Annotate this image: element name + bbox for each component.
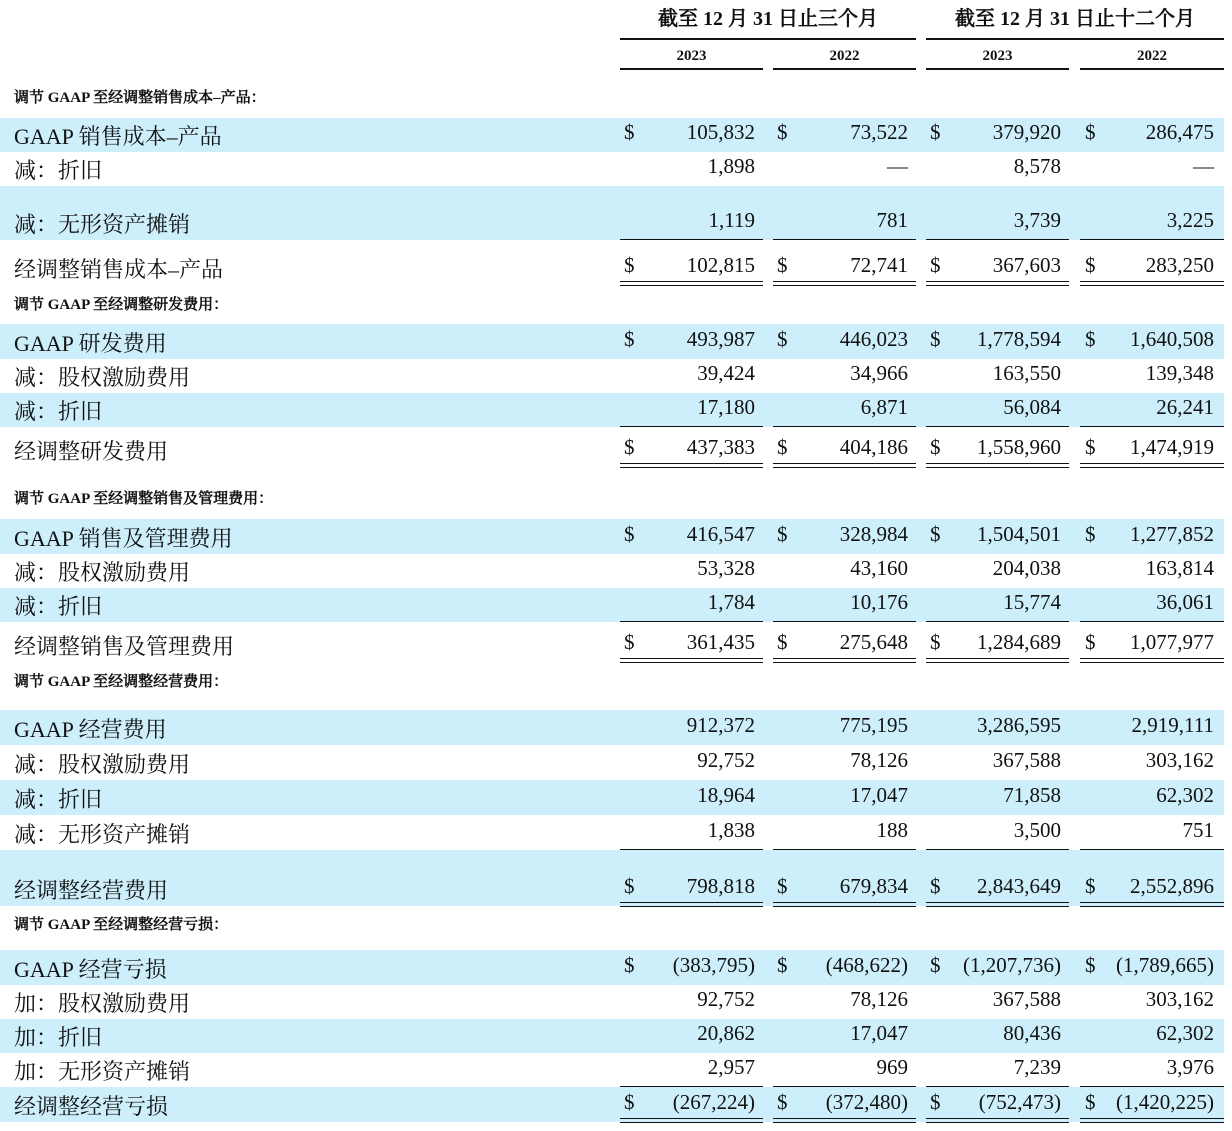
value-cell: 3,225 xyxy=(1166,208,1214,232)
value-cell: (752,473) xyxy=(978,1090,1061,1114)
value-cell: (1,420,225) xyxy=(1116,1090,1214,1114)
value-cell: 8,578 xyxy=(1013,154,1061,178)
section-title: 调节 GAAP 至经调整销售及管理费用： xyxy=(14,491,274,507)
currency-symbol: $ xyxy=(930,120,941,144)
value-cell: 204,038 xyxy=(992,556,1061,580)
currency-symbol: $ xyxy=(777,874,788,898)
value-cell: 1,077,977 xyxy=(1130,630,1214,654)
value-cell: 446,023 xyxy=(839,327,908,351)
value-cell: 379,920 xyxy=(992,120,1061,144)
row-label: 减：无形资产摊销 xyxy=(14,212,191,237)
value-cell: (267,224) xyxy=(672,1090,755,1114)
currency-symbol: $ xyxy=(624,953,635,977)
line-item-row xyxy=(0,393,1224,427)
year-rule xyxy=(926,68,1069,70)
row-label: 经调整经营亏损 xyxy=(14,1094,169,1119)
value-cell: 912,372 xyxy=(686,713,755,737)
value-cell: 188 xyxy=(876,818,908,842)
value-cell: 62,302 xyxy=(1156,783,1214,807)
value-cell: 6,871 xyxy=(860,395,908,419)
value-cell: 798,818 xyxy=(686,874,755,898)
line-item-row xyxy=(0,186,1224,240)
value-cell: 1,277,852 xyxy=(1130,522,1214,546)
currency-symbol: $ xyxy=(624,435,635,459)
value-cell: 43,160 xyxy=(850,556,908,580)
value-cell: 303,162 xyxy=(1145,748,1214,772)
line-item-row xyxy=(0,554,1224,588)
currency-symbol: $ xyxy=(930,253,941,277)
year-header-q-2023: 2023 xyxy=(676,48,707,64)
line-item-row xyxy=(0,815,1224,850)
line-item-row xyxy=(0,152,1224,186)
line-item-row xyxy=(0,519,1224,554)
header-twelve-months: 截至 12 月 31 日止十二个月 xyxy=(955,8,1195,30)
line-item-row xyxy=(0,324,1224,359)
total-double-rule xyxy=(773,463,916,468)
value-cell: 3,500 xyxy=(1013,818,1061,842)
value-cell: 303,162 xyxy=(1145,987,1214,1011)
value-cell: 1,640,508 xyxy=(1130,327,1214,351)
row-label: 减：无形资产摊销 xyxy=(14,822,191,847)
total-double-rule xyxy=(773,902,916,907)
value-cell: 1,474,919 xyxy=(1130,435,1214,459)
year-rule xyxy=(620,68,763,70)
value-cell: 1,778,594 xyxy=(977,327,1061,351)
total-double-rule xyxy=(1080,658,1224,663)
total-row xyxy=(0,427,1224,467)
total-double-rule xyxy=(620,1118,763,1123)
year-rule xyxy=(1080,68,1224,70)
value-cell: 17,047 xyxy=(850,1021,908,1045)
total-double-rule xyxy=(620,902,763,907)
currency-symbol: $ xyxy=(624,120,635,144)
total-double-rule xyxy=(926,281,1069,286)
currency-symbol: $ xyxy=(1085,253,1096,277)
year-header-q-2022: 2022 xyxy=(829,48,860,64)
value-cell: 56,084 xyxy=(1003,395,1061,419)
currency-symbol: $ xyxy=(1085,953,1096,977)
currency-symbol: $ xyxy=(777,327,788,351)
row-label: 减：折旧 xyxy=(14,399,103,424)
row-label: 减：股权激励费用 xyxy=(14,752,191,777)
total-row xyxy=(0,240,1224,285)
row-label: 经调整经营费用 xyxy=(14,878,169,903)
value-cell: 92,752 xyxy=(697,748,755,772)
line-item-row xyxy=(0,780,1224,815)
currency-symbol: $ xyxy=(624,522,635,546)
value-cell: 679,834 xyxy=(839,874,908,898)
value-cell: 275,648 xyxy=(839,630,908,654)
value-cell: 2,957 xyxy=(707,1055,755,1079)
currency-symbol: $ xyxy=(777,1090,788,1114)
line-item-row xyxy=(0,359,1224,393)
value-cell: 367,588 xyxy=(992,748,1061,772)
value-cell: 751 xyxy=(1182,818,1214,842)
row-label: GAAP 经营亏损 xyxy=(14,957,167,982)
total-double-rule xyxy=(926,1118,1069,1123)
section-title-row xyxy=(0,911,1224,935)
value-cell: 102,815 xyxy=(686,253,755,277)
value-cell: 39,424 xyxy=(697,361,755,385)
total-row xyxy=(0,850,1224,906)
currency-symbol: $ xyxy=(777,522,788,546)
value-cell: 367,603 xyxy=(992,253,1061,277)
value-cell: 1,838 xyxy=(707,818,755,842)
year-header-fy-2023: 2023 xyxy=(982,48,1013,64)
section-title-row xyxy=(0,84,1224,108)
value-cell: 80,436 xyxy=(1003,1021,1061,1045)
line-item-row xyxy=(0,118,1224,152)
line-item-row xyxy=(0,710,1224,745)
row-label: 减：折旧 xyxy=(14,158,103,183)
currency-symbol: $ xyxy=(1085,120,1096,144)
value-cell: 17,047 xyxy=(850,783,908,807)
currency-symbol: $ xyxy=(930,435,941,459)
value-cell: 283,250 xyxy=(1145,253,1214,277)
value-cell: 139,348 xyxy=(1145,361,1214,385)
row-label: GAAP 销售成本–产品 xyxy=(14,124,222,149)
value-cell: 367,588 xyxy=(992,987,1061,1011)
row-label: 加：折旧 xyxy=(14,1025,103,1050)
currency-symbol: $ xyxy=(1085,522,1096,546)
value-cell: 437,383 xyxy=(686,435,755,459)
value-cell: 2,919,111 xyxy=(1131,713,1214,737)
currency-symbol: $ xyxy=(1085,1090,1096,1114)
value-cell: 105,832 xyxy=(686,120,755,144)
row-label: GAAP 销售及管理费用 xyxy=(14,526,233,551)
value-cell: 969 xyxy=(876,1055,908,1079)
line-item-row xyxy=(0,1019,1224,1053)
total-double-rule xyxy=(1080,463,1224,468)
currency-symbol: $ xyxy=(930,1090,941,1114)
row-label: 减：股权激励费用 xyxy=(14,560,191,585)
value-cell: 72,741 xyxy=(850,253,908,277)
value-cell: 1,784 xyxy=(707,590,755,614)
currency-symbol: $ xyxy=(624,874,635,898)
section-title-row xyxy=(0,291,1224,315)
value-cell: 26,241 xyxy=(1156,395,1214,419)
value-cell: 286,475 xyxy=(1145,120,1214,144)
row-label: 经调整销售成本–产品 xyxy=(14,257,224,282)
value-cell: 163,814 xyxy=(1145,556,1214,580)
value-cell: 1,558,960 xyxy=(977,435,1061,459)
value-cell: 3,286,595 xyxy=(977,713,1061,737)
header-three-months: 截至 12 月 31 日止三个月 xyxy=(658,8,878,30)
row-label: 减：折旧 xyxy=(14,787,103,812)
value-cell: 1,504,501 xyxy=(977,522,1061,546)
value-cell: — xyxy=(887,154,908,178)
value-cell: 361,435 xyxy=(686,630,755,654)
total-double-rule xyxy=(926,902,1069,907)
currency-symbol: $ xyxy=(930,522,941,546)
currency-symbol: $ xyxy=(777,435,788,459)
currency-symbol: $ xyxy=(624,630,635,654)
row-label: GAAP 经营费用 xyxy=(14,717,167,742)
row-label: 减：折旧 xyxy=(14,594,103,619)
section-title: 调节 GAAP 至经调整研发费用： xyxy=(14,297,229,313)
value-cell: 1,284,689 xyxy=(977,630,1061,654)
currency-symbol: $ xyxy=(777,120,788,144)
total-double-rule xyxy=(773,1118,916,1123)
row-label: 加：无形资产摊销 xyxy=(14,1059,191,1084)
total-double-rule xyxy=(926,658,1069,663)
value-cell: (1,207,736) xyxy=(963,953,1061,977)
header-rule-twelve-months xyxy=(926,38,1224,40)
value-cell: 781 xyxy=(876,208,908,232)
value-cell: 71,858 xyxy=(1003,783,1061,807)
value-cell: 775,195 xyxy=(839,713,908,737)
value-cell: 3,976 xyxy=(1166,1055,1214,1079)
value-cell: (383,795) xyxy=(672,953,755,977)
row-label: 减：股权激励费用 xyxy=(14,365,191,390)
currency-symbol: $ xyxy=(930,953,941,977)
value-cell: 3,739 xyxy=(1013,208,1061,232)
line-item-row xyxy=(0,985,1224,1019)
section-title-row xyxy=(0,668,1224,692)
value-cell: 73,522 xyxy=(850,120,908,144)
value-cell: (372,480) xyxy=(825,1090,908,1114)
total-double-rule xyxy=(1080,1118,1224,1123)
value-cell: 92,752 xyxy=(697,987,755,1011)
total-double-rule xyxy=(620,463,763,468)
value-cell: 2,552,896 xyxy=(1130,874,1214,898)
total-double-rule xyxy=(926,463,1069,468)
currency-symbol: $ xyxy=(624,1090,635,1114)
currency-symbol: $ xyxy=(1085,630,1096,654)
value-cell: (1,789,665) xyxy=(1116,953,1214,977)
line-item-row xyxy=(0,745,1224,780)
value-cell: 7,239 xyxy=(1013,1055,1061,1079)
total-double-rule xyxy=(1080,281,1224,286)
total-double-rule xyxy=(1080,902,1224,907)
line-item-row xyxy=(0,588,1224,622)
value-cell: 2,843,649 xyxy=(977,874,1061,898)
row-label: GAAP 研发费用 xyxy=(14,331,167,356)
currency-symbol: $ xyxy=(1085,874,1096,898)
total-double-rule xyxy=(773,281,916,286)
value-cell: 493,987 xyxy=(686,327,755,351)
currency-symbol: $ xyxy=(930,874,941,898)
total-row xyxy=(0,1087,1224,1122)
total-double-rule xyxy=(773,658,916,663)
value-cell: 20,862 xyxy=(697,1021,755,1045)
row-label: 加：股权激励费用 xyxy=(14,991,191,1016)
section-title: 调节 GAAP 至经调整销售成本–产品： xyxy=(14,90,266,106)
total-row xyxy=(0,622,1224,662)
year-rule xyxy=(773,68,916,70)
line-item-row xyxy=(0,950,1224,985)
value-cell: 78,126 xyxy=(850,748,908,772)
value-cell: 34,966 xyxy=(850,361,908,385)
year-header-fy-2022: 2022 xyxy=(1137,48,1167,64)
value-cell: 78,126 xyxy=(850,987,908,1011)
value-cell: 404,186 xyxy=(839,435,908,459)
value-cell: 328,984 xyxy=(839,522,908,546)
section-title: 调节 GAAP 至经调整经营费用： xyxy=(14,674,229,690)
section-title-row xyxy=(0,485,1224,509)
currency-symbol: $ xyxy=(1085,435,1096,459)
value-cell: 17,180 xyxy=(697,395,755,419)
value-cell: 1,898 xyxy=(707,154,755,178)
value-cell: (468,622) xyxy=(825,953,908,977)
currency-symbol: $ xyxy=(930,327,941,351)
value-cell: 1,119 xyxy=(708,208,755,232)
currency-symbol: $ xyxy=(1085,327,1096,351)
currency-symbol: $ xyxy=(930,630,941,654)
value-cell: — xyxy=(1193,154,1214,178)
total-double-rule xyxy=(620,658,763,663)
row-label: 经调整研发费用 xyxy=(14,439,169,464)
currency-symbol: $ xyxy=(777,630,788,654)
line-item-row xyxy=(0,1053,1224,1087)
currency-symbol: $ xyxy=(777,253,788,277)
currency-symbol: $ xyxy=(777,953,788,977)
value-cell: 15,774 xyxy=(1003,590,1061,614)
value-cell: 36,061 xyxy=(1156,590,1214,614)
value-cell: 163,550 xyxy=(992,361,1061,385)
value-cell: 18,964 xyxy=(697,783,755,807)
currency-symbol: $ xyxy=(624,327,635,351)
currency-symbol: $ xyxy=(624,253,635,277)
value-cell: 62,302 xyxy=(1156,1021,1214,1045)
value-cell: 416,547 xyxy=(686,522,755,546)
row-label: 经调整销售及管理费用 xyxy=(14,634,235,659)
value-cell: 10,176 xyxy=(850,590,908,614)
header-rule-three-months xyxy=(620,38,916,40)
section-title: 调节 GAAP 至经调整经营亏损： xyxy=(14,917,229,933)
total-double-rule xyxy=(620,281,763,286)
value-cell: 53,328 xyxy=(697,556,755,580)
